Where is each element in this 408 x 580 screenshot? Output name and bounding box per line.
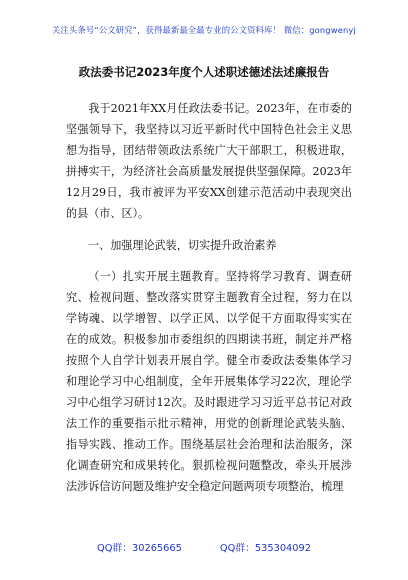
header-promo-note: 关注头条号“公文研究”，获得最新最全最专业的公文资料库！ 微信：gongwenyj	[52, 25, 356, 35]
section-heading-1: 一、加强理论武装，切实提升政治素养	[88, 239, 277, 252]
footer-qq-group-2: QQ群：535304092	[219, 543, 311, 554]
footer-qq-group-1: QQ群：30265665	[96, 543, 182, 554]
intro-paragraph: 我于2021年XX月任政法委书记。2023年，在市委的坚强领导下，我坚持以习近平新时代中国特色社会主义思想为指导，团结带领政法系统广大干部职工，积极进取，拼搏实干，为经济社会高质量发展提供坚强保障。2023年12月29日，我市被评为平安XX创建示范活动中表现突出的县（市、区）。	[66, 102, 352, 220]
body-paragraph-1: （一）扎实开展主题教育。坚持将学习教育、调查研究、检视问题、整改落实贯穿主题教育全过程，努力在以学铸魂、以学增智、以学正风、以学促干方面取得实实在在的成效。积极参加市委组织的四期读书班，制定并严格按照个人自学计划表开展自学。健全市委政法委集体学习和理论学习中心组制度，全年开展集体学习22次，理论学习中心组学习研讨12次。及时跟进学习习近平总书记对政法工作的重要指示批示精神，用党的创新理论武装头脑、指导实践、推动工作。围绕基层社会治理和法治服务，深化调查研究和成果转化。狠抓检视问题整改，牵头开展涉法涉诉信访问题及维护安全稳定问题两项专项整治，梳理	[66, 270, 352, 493]
footer-contact-line	[0, 543, 408, 555]
document-title: 政法委书记2023年度个人述职述德述法述廉报告	[78, 65, 330, 79]
